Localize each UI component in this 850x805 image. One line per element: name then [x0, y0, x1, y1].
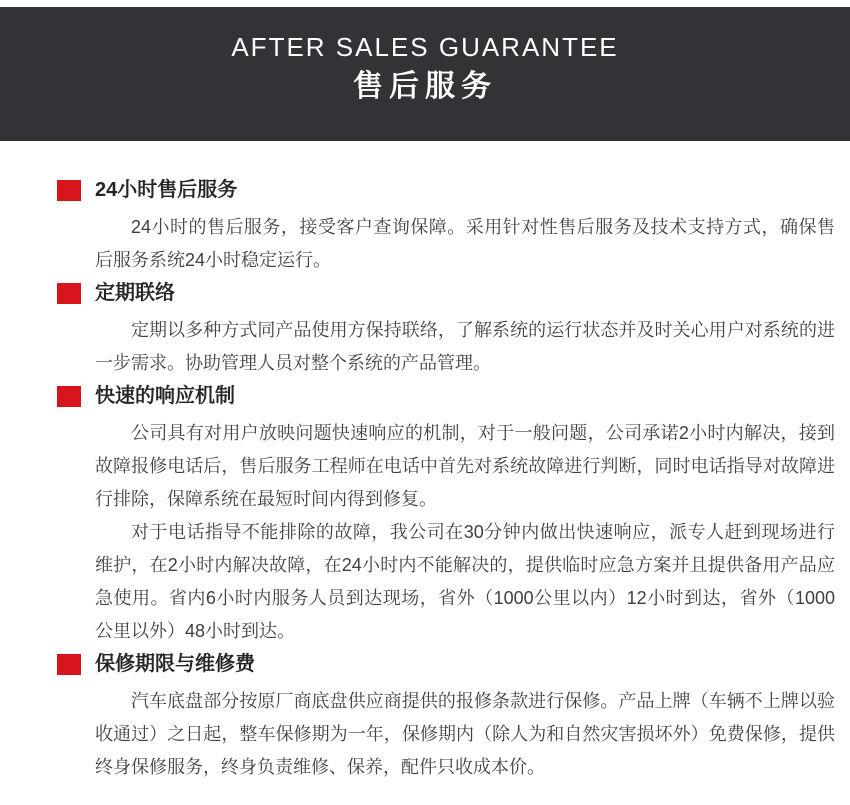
section-paragraph: 公司具有对用户放映问题快速响应的机制，对于一般问题，公司承诺2小时内解决，接到故障报修电话后，售后服务工程师在电话中首先对系统故障进行判断，同时电话指导对故障进行排除，保障系统在最短时间内得到修复。	[95, 423, 835, 509]
section-warranty-terms	[0, 652, 850, 784]
header-banner	[0, 7, 850, 141]
section-paragraph: 24小时的售后服务，接受客户查询保障。采用针对性售后服务及技术支持方式，确保售后服务系统24小时稳定运行。	[95, 217, 835, 270]
section-heading-row	[0, 281, 850, 305]
bullet-square-icon	[57, 654, 81, 675]
bullet-square-icon	[57, 283, 81, 304]
section-paragraph: 汽车底盘部分按原厂商底盘供应商提供的报修条款进行保修。产品上牌（车辆不上牌以验收通过）之日起，整车保修期为一年，保修期内（除人为和自然灾害损坏外）免费保修，提供终身保修服务，终身负责维修、保养，配件只收成本价。	[95, 691, 835, 777]
content-area	[0, 141, 850, 784]
section-title: 定期联络	[95, 282, 175, 304]
section-title: 24小时售后服务	[95, 179, 238, 201]
section-heading-row	[0, 178, 850, 202]
section-heading-row	[0, 652, 850, 676]
section-regular-contact	[0, 281, 850, 380]
section-heading-row	[0, 384, 850, 408]
section-title: 快速的响应机制	[95, 385, 235, 407]
bullet-square-icon	[57, 180, 81, 201]
header-title-en: AFTER SALES GUARANTEE	[231, 32, 619, 62]
section-title: 保修期限与维修费	[95, 653, 255, 675]
bullet-square-icon	[57, 386, 81, 407]
header-title-zh: 售后服务	[353, 70, 497, 103]
section-paragraph: 对于电话指导不能排除的故障，我公司在30分钟内做出快速响应，派专人赶到现场进行维护，在2小时内解决故障，在24小时内不能解决的，提供临时应急方案并且提供备用产品应急使用。省内6小时内服务人员到达现场，省外（1000公里以内）12小时到达，省外（1000公里以外）48小时到达。	[95, 522, 835, 641]
section-paragraph: 定期以多种方式同产品使用方保持联络，了解系统的运行状态并及时关心用户对系统的进一步需求。协助管理人员对整个系统的产品管理。	[95, 320, 835, 373]
section-fast-response	[0, 384, 850, 648]
section-24h-service	[0, 178, 850, 277]
